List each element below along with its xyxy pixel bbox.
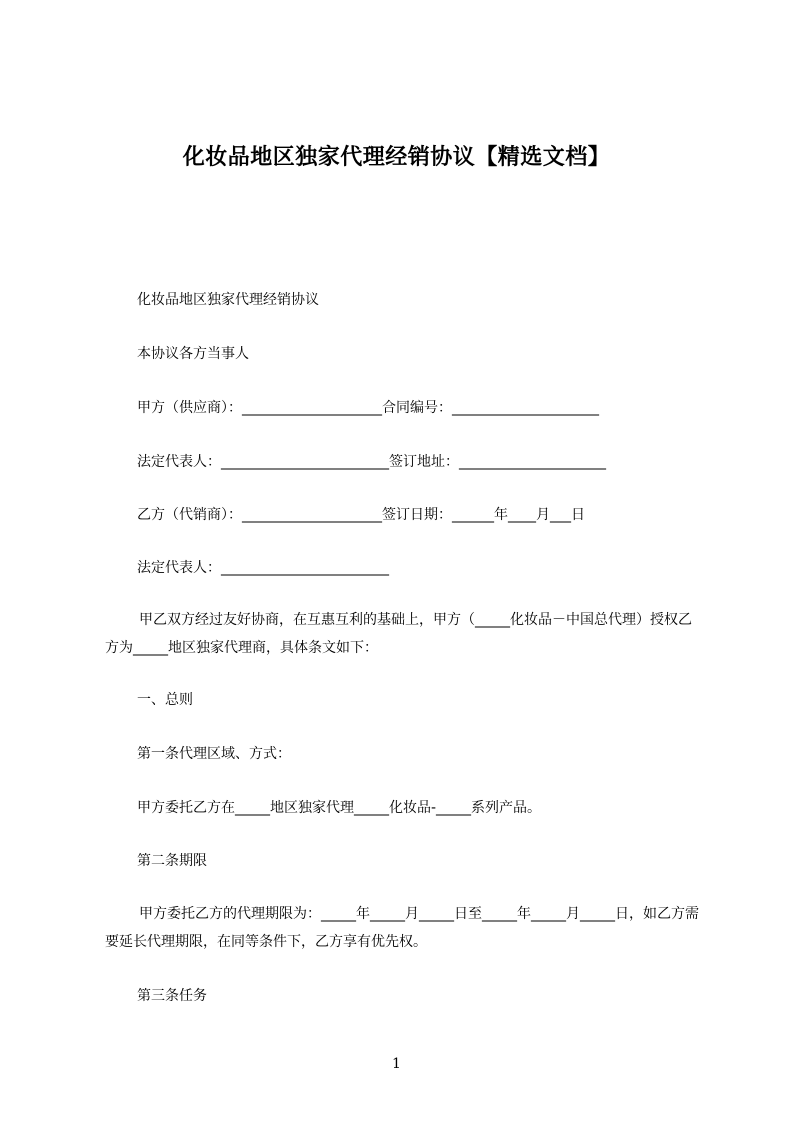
representative-b-line: 法定代表人：________________________: [137, 560, 389, 576]
agreement-subtitle: 化妆品地区独家代理经销协议: [137, 292, 319, 308]
party-a-line: 甲方（供应商）：____________________合同编号：_____________________: [137, 400, 599, 416]
article-2-paragraph: [105, 900, 705, 956]
parties-heading: 本协议各方当事人: [137, 346, 249, 362]
intro-paragraph: [105, 606, 705, 662]
article-2-text: 甲方委托乙方的代理期限为：_____年_____月_____日至_____年_____月_____日，如乙方需要延长代理期限，在同等条件下，乙方享有优先权。: [105, 906, 699, 950]
article-3-title: 第三条任务: [137, 988, 207, 1004]
representative-a-line: 法定代表人：________________________签订地址：_____________________: [137, 454, 606, 470]
article-2-title: 第二条期限: [137, 853, 207, 869]
document-title: 化妆品地区独家代理经销协议【精选文档】: [182, 145, 611, 170]
article-1-text: 甲方委托乙方在_____地区独家代理_____化妆品-_____系列产品。: [137, 800, 542, 816]
article-1-title: 第一条代理区域、方式：: [137, 746, 291, 762]
party-b-line: 乙方（代销商）：____________________签订日期：______年____月___日: [137, 507, 585, 523]
intro-paragraph-text: 甲乙双方经过友好协商，在互惠互利的基础上，甲方（_____化妆品－中国总代理）授权乙方为_____地区独家代理商，具体条文如下：: [105, 612, 692, 656]
section-general-heading: 一、总则: [137, 692, 193, 708]
page-number: 1: [392, 1056, 401, 1072]
